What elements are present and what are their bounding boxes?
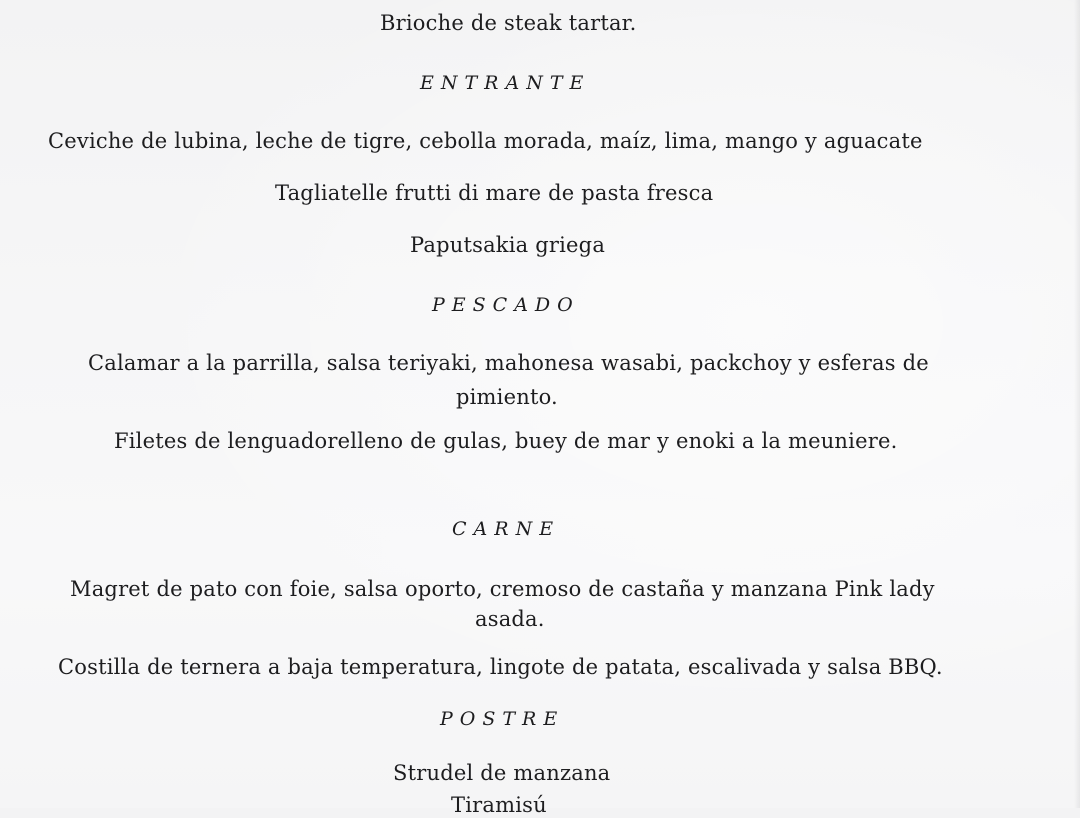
section-heading-entrante: ENTRANTE bbox=[420, 72, 591, 94]
section-heading-carne: CARNE bbox=[452, 518, 561, 540]
menu-item-magret-continued: asada. bbox=[475, 607, 545, 631]
menu-item-brioche: Brioche de steak tartar. bbox=[380, 11, 637, 35]
paper-edge-shadow bbox=[1074, 0, 1080, 808]
menu-item-strudel: Strudel de manzana bbox=[393, 761, 611, 785]
menu-item-ceviche: Ceviche de lubina, leche de tigre, cebolla morada, maíz, lima, mango y aguacate bbox=[48, 129, 923, 153]
menu-item-costilla: Costilla de ternera a baja temperatura, lingote de patata, escalivada y salsa BBQ. bbox=[58, 655, 943, 679]
section-heading-pescado: PESCADO bbox=[432, 294, 580, 316]
section-heading-postre: POSTRE bbox=[440, 708, 565, 730]
menu-item-calamar-continued: pimiento. bbox=[456, 385, 558, 409]
menu-item-tagliatelle: Tagliatelle frutti di mare de pasta fresca bbox=[275, 181, 714, 205]
menu-item-calamar: Calamar a la parrilla, salsa teriyaki, mahonesa wasabi, packchoy y esferas de bbox=[88, 351, 929, 375]
menu-item-paputsakia: Paputsakia griega bbox=[410, 233, 606, 257]
menu-item-filetes-lenguado: Filetes de lenguadorelleno de gulas, buey de mar y enoki a la meuniere. bbox=[114, 429, 898, 453]
menu-item-tiramisu: Tiramisú bbox=[451, 793, 547, 817]
menu-item-magret: Magret de pato con foie, salsa oporto, cremoso de castaña y manzana Pink lady bbox=[70, 577, 935, 601]
